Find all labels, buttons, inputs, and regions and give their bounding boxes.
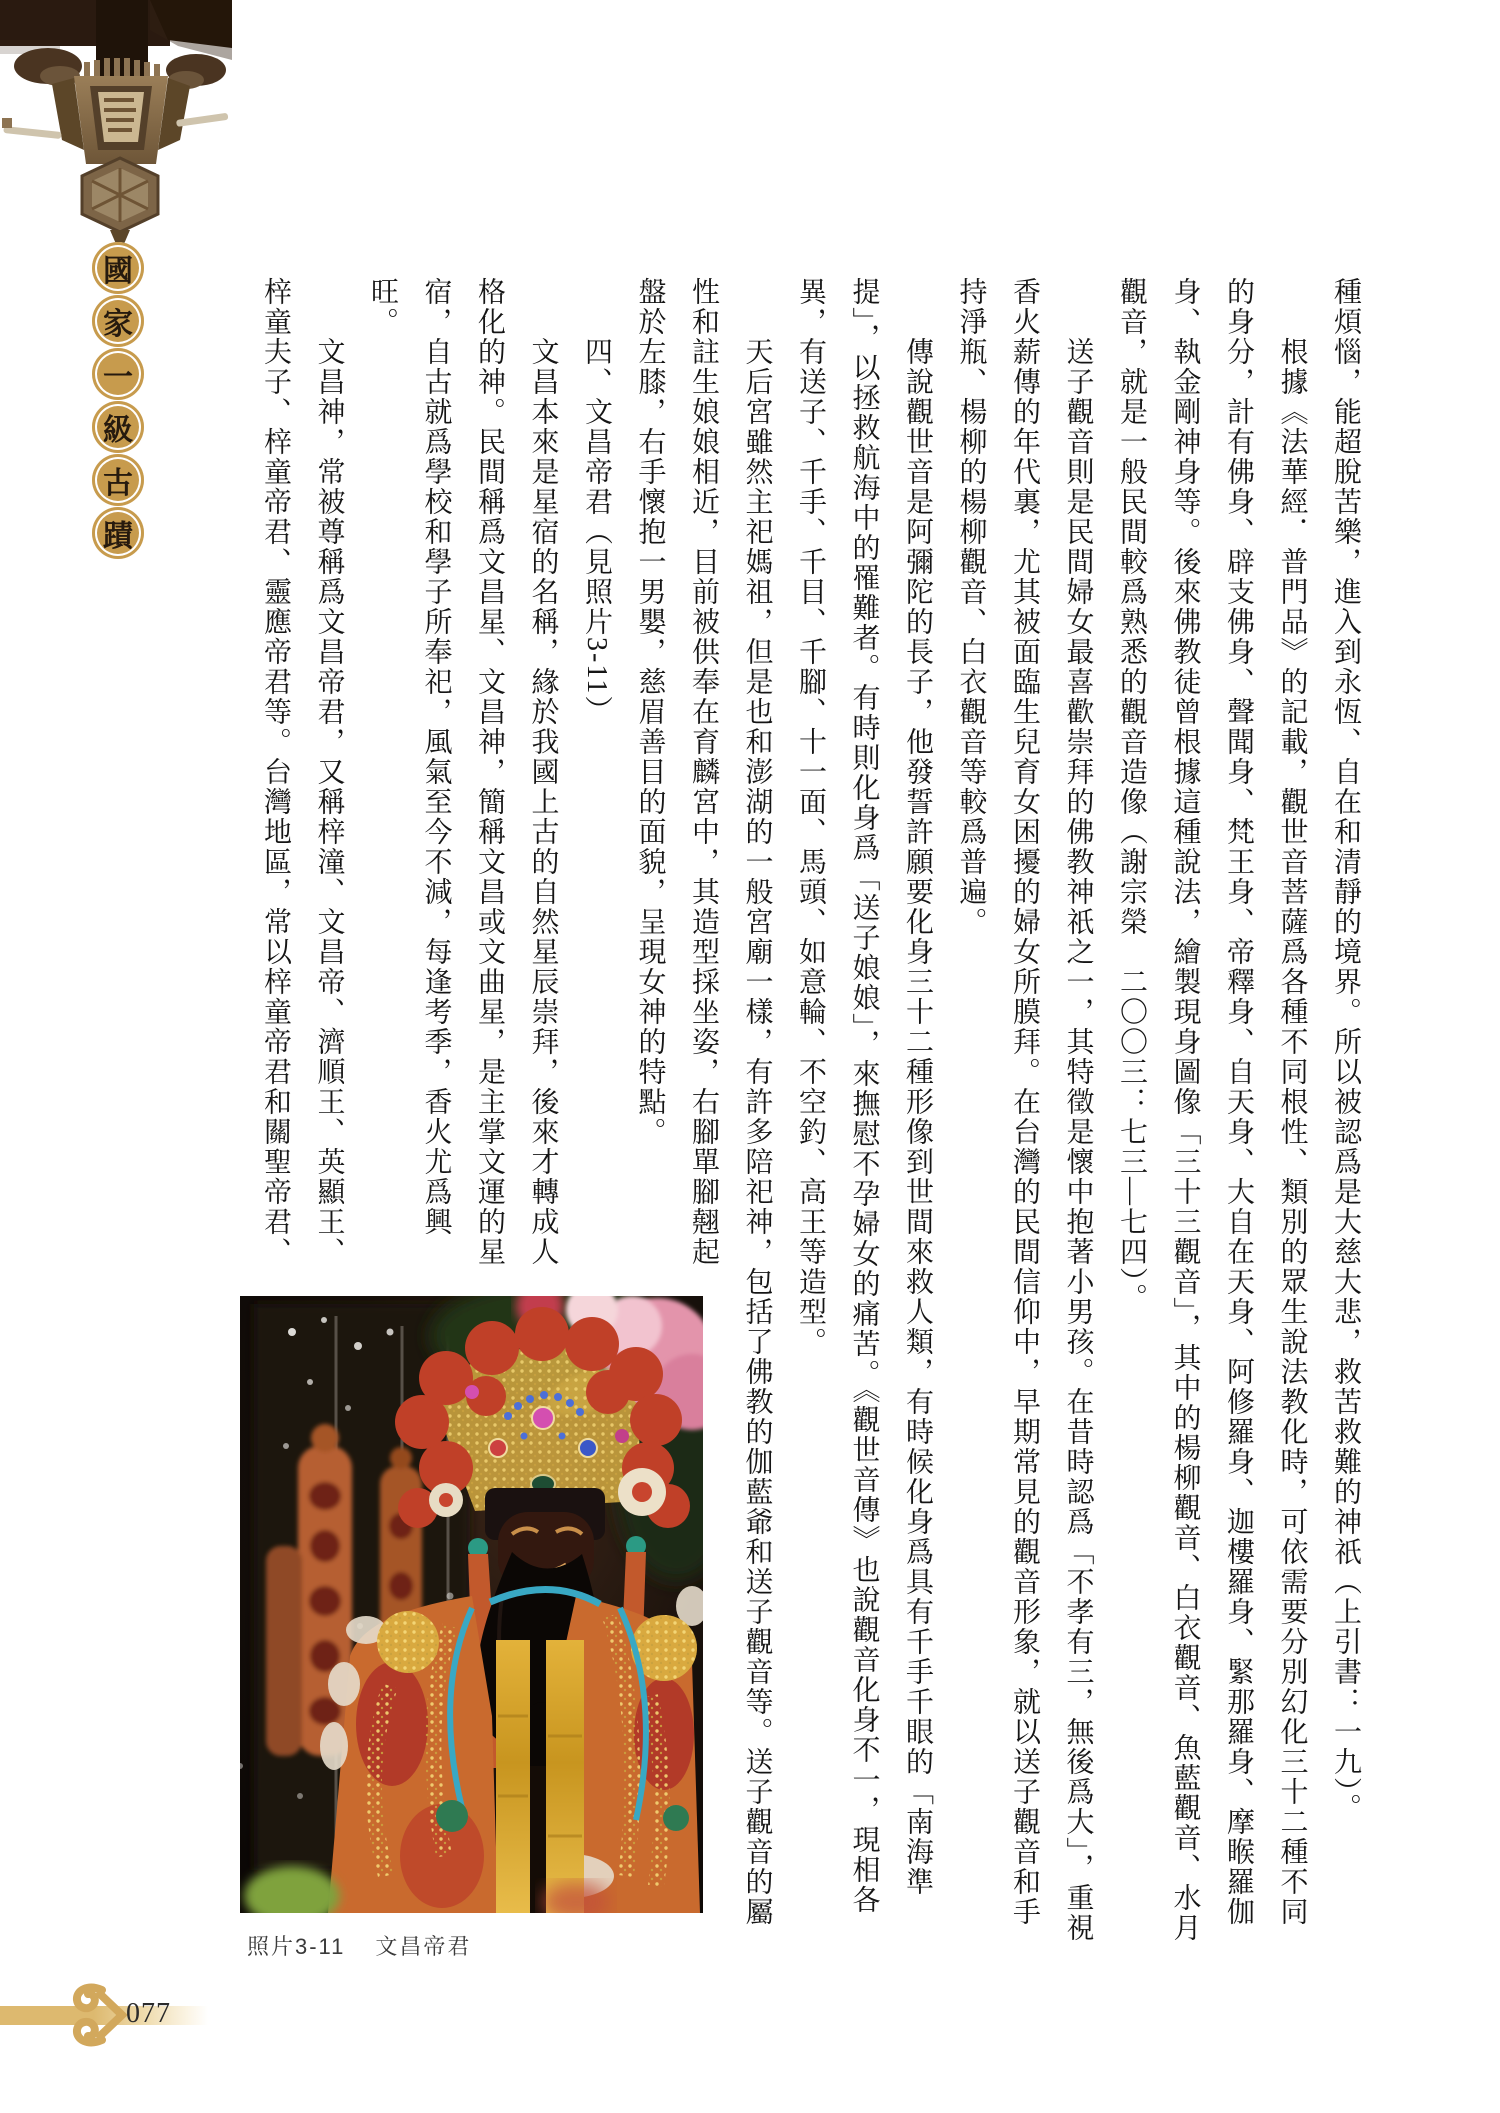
text-column: 格化的神。民間稱爲文昌星、文昌神，簡稱文昌或文曲星，是主掌文運的星 <box>474 277 505 1267</box>
classification-banner <box>92 242 144 560</box>
banner-badge: 國 <box>92 242 144 294</box>
figure-caption-label: 照片3-11 <box>247 1934 346 1959</box>
text-column: 香火薪傳的年代裏，尤其被面臨生兒育女困擾的婦女所膜拜。在台灣的民間信仰中，早期常見的觀音形象，就以送子觀音和手 <box>1009 277 1040 1927</box>
wenchang-dijun-statue-photo <box>240 1296 703 1913</box>
text-column: 觀音，就是一般民間較爲熟悉的觀音造像（謝宗榮 二〇〇三：七三—七四）。 <box>1116 277 1147 1313</box>
text-column: 身、執金剛神身等。後來佛教徒曾根據這種說法，繪製現身圖像「三十三觀音」，其中的楊柳觀音、白衣觀音、魚藍觀音、水月 <box>1169 277 1201 1943</box>
text-column: 異，有送子、千手、千目、千腳、十一面、馬頭、如意輪、不空釣、高王等造型。 <box>795 277 826 1357</box>
banner-badge: 級 <box>92 401 144 453</box>
text-column: 性和註生娘娘相近，目前被供奉在育麟宮中，其造型採坐姿，右腳單腳翹起 <box>688 277 719 1267</box>
text-column: 梓童夫子、梓童帝君、靈應帝君等。台灣地區，常以梓童帝君和關聖帝君、 <box>260 277 291 1267</box>
page-number: 077 <box>126 1998 171 2029</box>
ruyi-knot-icon <box>72 1982 128 2048</box>
text-column: 文昌本來是星宿的名稱，緣於我國上古的自然星辰崇拜，後來才轉成人 <box>527 277 559 1267</box>
text-column: 旺。 <box>367 277 398 337</box>
banner-badge: 古 <box>92 454 144 506</box>
text-column: 的身分，計有佛身、辟支佛身、聲聞身、梵王身、帝釋身、自天身、大自在天身、阿修羅身、迦樓羅身、緊那羅身、摩睺羅伽 <box>1223 277 1254 1927</box>
text-column: 盤於左膝，右手懷抱一男嬰，慈眉善目的面貌，呈現女神的特點。 <box>634 277 666 1147</box>
banner-badge: 蹟 <box>92 507 144 559</box>
banner-badge: 一 <box>92 348 144 400</box>
text-column: 送子觀音則是民間婦女最喜歡崇拜的佛教神祇之一，其特徵是懷中抱著小男孩。在昔時認爲「不孝有三，無後爲大」，重視 <box>1062 277 1094 1943</box>
temple-bracket-carving-photo <box>0 0 232 244</box>
text-column: 宿，自古就爲學校和學子所奉祀，風氣至今不減，每逢考季，香火尤爲興 <box>420 277 452 1237</box>
text-column: 天后宮雖然主祀媽祖，但是也和澎湖的一般宮廟一樣，有許多陪祀神，包括了佛教的伽藍爺和送子觀音等。送子觀音的屬 <box>741 277 773 1927</box>
text-column: 持淨瓶、楊柳的楊柳觀音、白衣觀音等較爲普遍。 <box>955 277 987 937</box>
text-column: 提」，以拯救航海中的罹難者。有時則化身爲「送子娘娘」，來撫慰不孕婦女的痛苦。《觀世音傳》也說觀音化身不一，現相各 <box>848 277 880 1915</box>
text-column: 文昌神，常被尊稱爲文昌帝君，又稱梓潼、文昌帝、濟順王、英顯王、 <box>313 277 345 1267</box>
text-column: 四、文昌帝君（見照片3-11） <box>581 277 612 726</box>
text-column: 傳說觀世音是阿彌陀的長子，他發誓許願要化身三十二種形像到世間來救人類，有時候化身爲具有千手千眼的「南海準 <box>902 277 933 1897</box>
figure-caption <box>247 1930 471 1961</box>
text-column: 根據《法華經．普門品》的記載，觀世音菩薩爲各種不同根性、類別的眾生說法教化時，可依需要分別幻化三十二種不同 <box>1276 277 1308 1927</box>
figure-caption-title: 文昌帝君 <box>375 1934 472 1959</box>
text-column: 種煩惱，能超脫苦樂，進入到永恆、自在和清靜的境界。所以被認爲是大慈大悲，救苦救難的神祇（上引書：一九）。 <box>1330 277 1361 1823</box>
banner-badge: 家 <box>92 295 144 347</box>
